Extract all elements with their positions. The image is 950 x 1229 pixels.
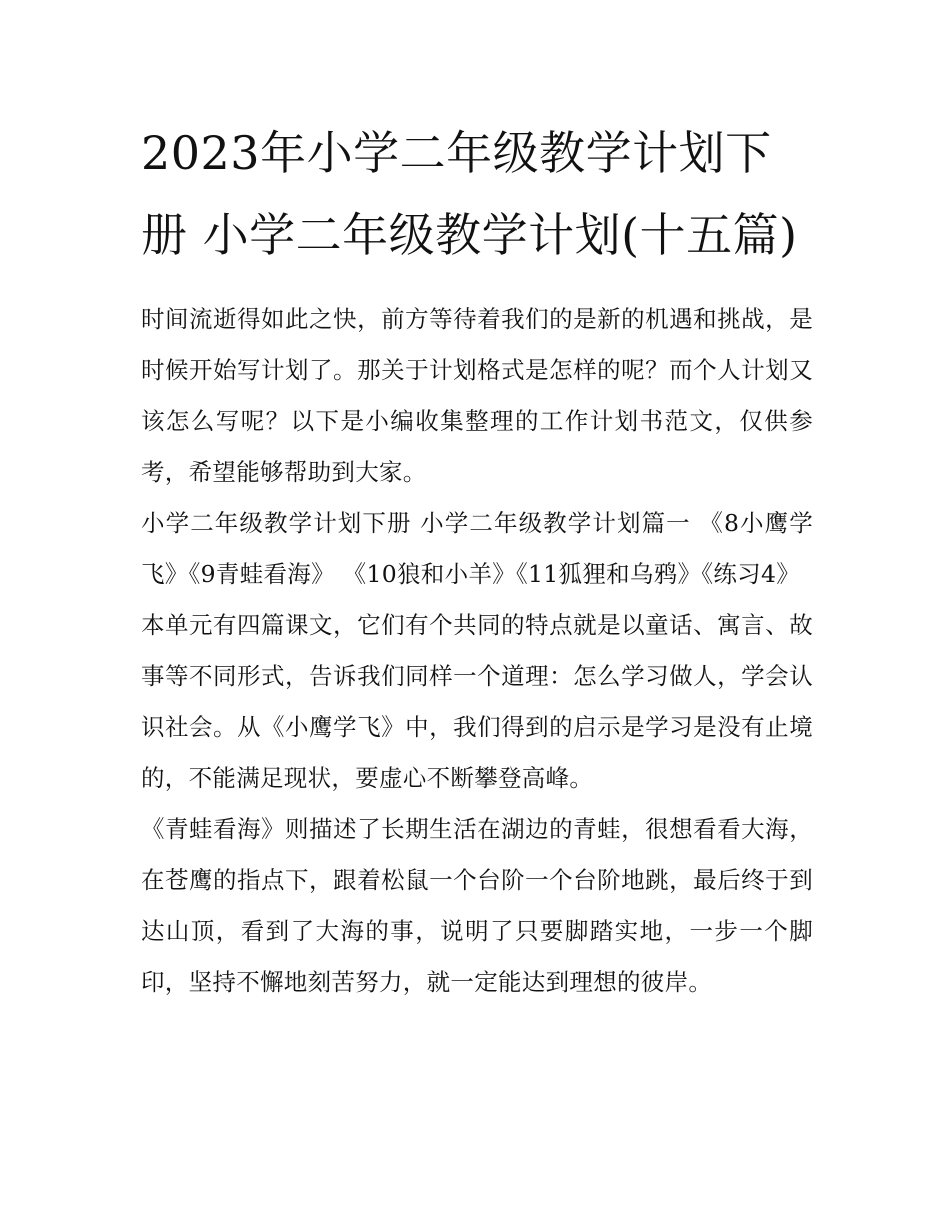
paragraph-section-heading: 小学二年级教学计划下册 小学二年级教学计划篇一 《8小鹰学飞》《9青蛙看海》 《10狼和小羊》《11狐狸和乌鸦》《练习4》 xyxy=(141,509,813,588)
paragraph-frog-story: 《青蛙看海》则描述了长期生活在湖边的青蛙，很想看看大海，在苍鹰的指点下，跟着松鼠一个台阶一个台阶地跳，最后终于到达山顶，看到了大海的事，说明了只要脚踏实地，一步一个脚印，坚持不懈地刻苦努力，就一定能达到理想的彼岸。 xyxy=(141,815,813,996)
paragraph-unit-overview: 本单元有四篇课文，它们有个共同的特点就是以童话、寓言、故事等不同形式，告诉我们同样一个道理：怎么学习做人，学会认识社会。从《小鹰学飞》中，我们得到的启示是学习是没有止境的，不能满足现状，要虚心不断攀登高峰。 xyxy=(141,611,813,792)
document-content xyxy=(141,112,813,1008)
paragraph-intro: 时间流逝得如此之快，前方等待着我们的是新的机遇和挑战，是时候开始写计划了。那关于计划格式是怎样的呢？而个人计划又该怎么写呢？以下是小编收集整理的工作计划书范文，仅供参考，希望能够帮助到大家。 xyxy=(141,305,813,486)
document-body xyxy=(141,294,813,1008)
document-title: 2023年小学二年级教学计划下册 小学二年级教学计划(十五篇) xyxy=(141,126,798,262)
